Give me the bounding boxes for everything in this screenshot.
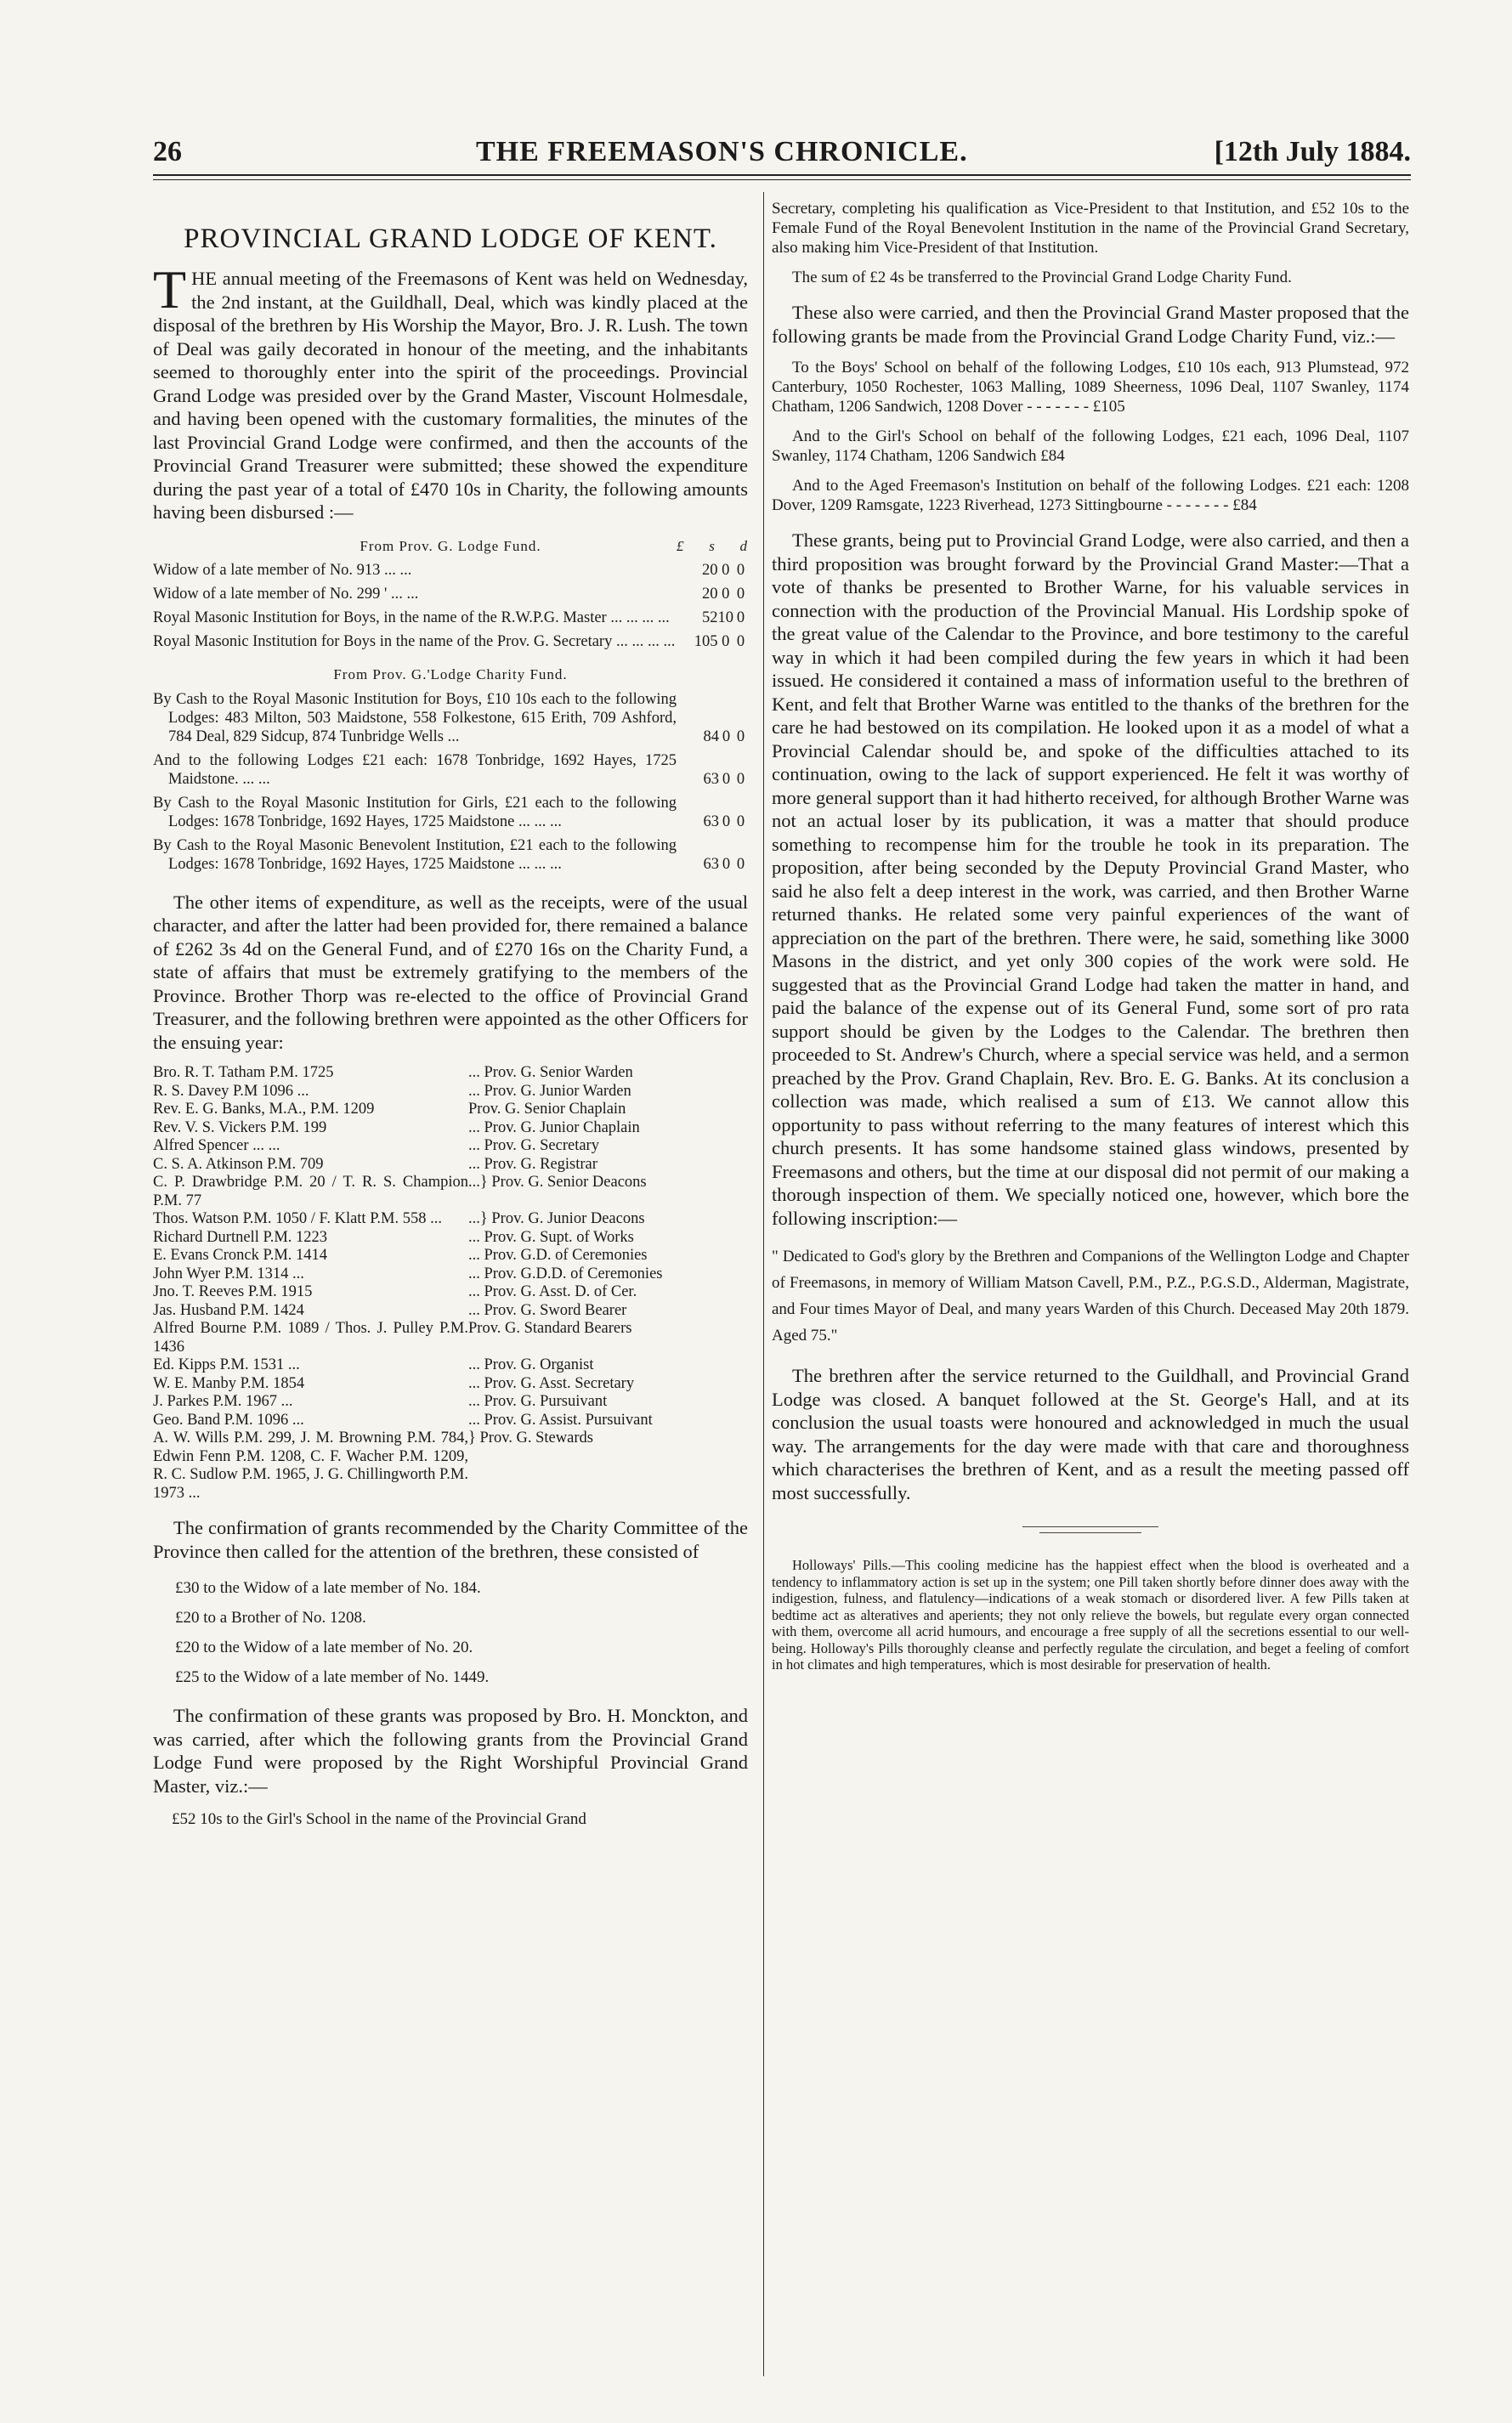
paragraph: The brethren after the service returned to the Guildhall, and Provincial Grand Lodge was closed. A banquet followed at the St. George's Hall, and at its conclusion the usual toasts were honoured and acknowledged in much the usual way. The arrangements for the day were made with that care and thoroughness which characterises the brethren of Kent, and as a result the meeting passed off most successfully. <box>772 1365 1409 1503</box>
ledger-entry: Royal Masonic Institution for Boys in the name of the Prov. G. Secretary ... ... ... ... <box>153 633 676 650</box>
officer-office: ... Prov. G. Supt. of Works <box>468 1228 634 1246</box>
officer-name: Jno. T. Reeves P.M. 1915 <box>153 1283 313 1300</box>
amount-pence: 0 <box>736 855 745 873</box>
amount-shillings: 0 <box>722 770 731 788</box>
amount-pence: 0 <box>736 770 745 788</box>
officer-row <box>153 1210 748 1229</box>
officer-row <box>153 1156 748 1175</box>
amount-shillings: 0 <box>722 727 731 745</box>
fund-heading: From Prov. G.'Lodge Charity Fund. <box>333 666 568 682</box>
officer-row <box>153 1412 748 1430</box>
amount-shillings: 0 <box>722 562 730 579</box>
ledger-row <box>153 836 748 879</box>
officer-name: Jas. Husband P.M. 1424 <box>153 1301 304 1319</box>
paragraph: Secretary, completing his qualification as Vice-President to that Institution, and £52 10s to the Female Fund of the Royal Benevolent Institution in the name of the Provincial Grand Secretary, also making him Vice-President of that Institution. <box>772 200 1409 257</box>
amount-pounds: 63 <box>703 770 719 788</box>
divider <box>1022 1526 1158 1527</box>
ledger-row <box>153 585 748 609</box>
amount-pence: 0 <box>736 562 745 579</box>
officer-office: ... Prov. G. Sword Bearer <box>468 1301 627 1319</box>
paragraph: These grants, being put to Provincial Grand Lodge, were also carried, and then a third proposition was brought forward by the Provincial Grand Master:—That a vote of thanks be presented to Brother Warne, for his valuable services in connection with the production of the Provincial Manual. His Lordship spoke of the great value of the Calendar to the Province, and bore testimony to the careful way in which it had been compiled during the few years in which it had been issued. He considered it contained a mass of information useful to the brethren of Kent, and felt that Brother Warne was entitled to the thanks of the brethren for the care he had bestowed on its compilation. He looked upon it as a model of what a Provincial Calendar should be, and spoke of the difficulties attached to its continuation, owing to the lack of support experienced. He felt it was worthy of more general support than it had hitherto received, for although Brother Warne was not an actual loser by its publication, it was a matter that should produce something to recompense him for the trouble he took in its preparation. The proposition, after being seconded by the Deputy Provincial Grand Master, who said he also felt a deep interest in the work, was carried, and then Brother Warne returned thanks. He related some very painful experiences of the want of appreciation on the part of the brethren. There were, he said, something like 3000 Masons in the district, and yet only 300 copies of the work were sold. He suggested that as the Provincial Grand Lodge had taken the matter in hand, and paid the balance of the expense out of its General Fund, some sort of pro rata support should be given by the Lodges to the Calendar. The brethren then proceeded to St. Andrew's Church, where a special service was held, and a sermon preached by the Prov. Grand Chaplain, Rev. Bro. E. G. Banks. At its conclusion a collection was made, which realised a sum of £13. We cannot allow this opportunity to pass without referring to the many features of interest which this church presents. It has some handsome stained glass windows, presented by Freemasons and others, but the time at our disposal did not permit of our making a thorough inspection of them. We specially noticed one, however, which bore the following inscription:— <box>772 529 1409 1229</box>
officer-name: Rev. E. G. Banks, M.A., P.M. 1209 <box>153 1101 375 1118</box>
officer-office: ... Prov. G.D.D. of Ceremonies <box>468 1265 663 1282</box>
paragraph: The sum of £2 4s be transferred to the Provincial Grand Lodge Charity Fund. <box>792 269 1292 286</box>
ledger-entry: Widow of a late member of No. 299 ' ... ... <box>153 586 419 603</box>
grant-item: £20 to a Brother of No. 1208. <box>175 1609 366 1627</box>
officer-row <box>153 1229 748 1248</box>
officer-row <box>153 1137 748 1156</box>
amount-pence: 0 <box>736 609 745 626</box>
officers-list <box>153 1064 748 1503</box>
officer-office: } Prov. G. Stewards <box>468 1429 593 1446</box>
officer-row <box>153 1375 748 1394</box>
officer-row <box>153 1320 748 1356</box>
ledger-entry: By Cash to the Royal Masonic Institution for Girls, £21 each to the following Lodges: 1678 Tonbridge, 1692 Hayes, 1725 Maidstone ... ... ... <box>153 794 677 830</box>
officer-name: A. W. Wills P.M. 299, J. M. Browning P.M. 784, Edwin Fenn P.M. 1208, C. F. Wacher P.M. 1209, R. C. Sudlow P.M. 1965, J. G. Chillingworth P.M. 1973 ... <box>153 1429 468 1502</box>
officer-office: ... Prov. G. Secretary <box>468 1137 599 1154</box>
officer-row <box>153 1265 748 1284</box>
officer-row <box>153 1083 748 1101</box>
officer-name: W. E. Manby P.M. 1854 <box>153 1374 305 1392</box>
drop-cap: T <box>153 259 187 320</box>
officer-name: E. Evans Cronck P.M. 1414 <box>153 1247 328 1264</box>
ledger-row <box>153 690 748 751</box>
amount-pounds: 20 <box>702 586 718 603</box>
fund-heading: From Prov. G. Lodge Fund. £ s d <box>153 535 748 558</box>
amount-pence: 0 <box>736 812 745 830</box>
paragraph: To the Boys' School on behalf of the following Lodges, £10 10s each, 913 Plumstead, 972 Canterbury, 1050 Rochester, 1063 Malling, 1089 Sheerness, 1096 Deal, 1107 Swanley, 1174 Chatham, 1206 Sandwich, 1208 Dover - - - - - - - £105 <box>772 359 1409 416</box>
ledger-entry: Royal Masonic Institution for Boys, in the name of the R.W.P.G. Master ... ... ... ... <box>153 609 670 626</box>
amount-pounds: 84 <box>703 727 719 745</box>
amount-pounds: 63 <box>703 812 719 830</box>
officer-office: ... Prov. G. Registrar <box>468 1155 597 1173</box>
ledger-row <box>153 609 748 632</box>
officer-office: ... Prov. G. Organist <box>468 1356 594 1373</box>
officer-office: ... Prov. G. Asst. Secretary <box>468 1374 635 1392</box>
officer-row <box>153 1356 748 1375</box>
officer-name: Alfred Spencer ... ... <box>153 1137 280 1154</box>
amount-pence: 0 <box>736 633 745 650</box>
officer-row <box>153 1101 748 1119</box>
officer-name: Bro. R. T. Tatham P.M. 1725 <box>153 1064 334 1081</box>
officer-office: ... Prov. G. Senior Warden <box>468 1064 633 1081</box>
charity-fund-table <box>153 690 748 879</box>
article-title: PROVINCIAL GRAND LODGE OF KENT. <box>184 224 717 254</box>
ledger-row <box>153 751 748 794</box>
amount-shillings: 0 <box>722 633 730 650</box>
officer-office: ... Prov. G. Assist. Pursuivant <box>468 1411 653 1429</box>
publication-title: THE FREEMASON'S CHRONICLE. <box>476 136 968 167</box>
officer-office: ... Prov. G. Junior Chaplain <box>468 1118 640 1136</box>
page-number: 26 <box>153 136 182 167</box>
ledger-entry: Widow of a late member of No. 913 ... ... <box>153 562 412 579</box>
officer-row <box>153 1064 748 1083</box>
officer-name: J. Parkes P.M. 1967 ... <box>153 1393 293 1410</box>
grant-item: £30 to the Widow of a late member of No. 184. <box>175 1579 481 1597</box>
officer-name: R. S. Davey P.M 1096 ... <box>153 1082 309 1100</box>
amount-shillings: 0 <box>722 586 730 603</box>
officer-row <box>153 1302 748 1321</box>
officer-name: Thos. Watson P.M. 1050 / F. Klatt P.M. 558 ... <box>153 1210 443 1227</box>
ledger-row <box>153 632 748 656</box>
intro-paragraph: THE annual meeting of the Freemasons of Kent was held on Wednesday, the 2nd instant, at the Guildhall, Deal, which was kindly placed at the disposal of the brethren by His Worship the Mayor, Bro. J. R. Lush. The town of Deal was gaily decorated in honour of the meeting, and the inhabitants seemed to thoroughly enter into the spirit of the proceedings. Provincial Grand Lodge was presided over by the Grand Master, Viscount Holmesdale, and having been opened with the customary formalities, the minutes of the last Provincial Grand Lodge were confirmed, and then the accounts of the Provincial Grand Treasurer were submitted; these showed the expenditure during the past year of a total of £470 10s in Charity, the following amounts having been disbursed :— <box>153 259 748 523</box>
officer-name: Ed. Kipps P.M. 1531 ... <box>153 1356 300 1373</box>
officer-row <box>153 1247 748 1265</box>
advertisement: Holloways' Pills.—This cooling medicine has the happiest effect when the blood is overheated and a tendency to inflammatory action is set up in the system; one Pill taken shortly before dinner does away with the indigestion, fulness, and flatulency—indications of a weak stomach or disordered liver. A few Pills taken at bedtime act as alteratives and aperients; they not only relieve the bowels, but regulate every organ connected with them, overcome all acrid humours, and encourage a free supply of all the secretions essential to our well-being. Holloway's Pills thoroughly cleanse and perfectly regulate the circulation, and beget a feeling of comfort in hot climates and high temperatures, which is most desirable for preservation of health. <box>772 1557 1409 1673</box>
amount-pounds: 20 <box>702 562 718 579</box>
amount-shillings: 0 <box>722 855 731 873</box>
officer-office: ... Prov. G. Asst. D. of Cer. <box>468 1283 637 1300</box>
grant-item: £20 to the Widow of a late member of No. 20. <box>175 1639 473 1656</box>
divider <box>1039 1532 1141 1533</box>
officer-office: Prov. G. Senior Chaplain <box>468 1101 626 1118</box>
officer-office: ...} Prov. G. Senior Deacons <box>468 1174 647 1191</box>
inscription: " Dedicated to God's glory by the Brethren and Companions of the Wellington Lodge and Chapter of Freemasons, in memory of William Matson Cavell, P.M., P.Z., P.G.S.D., Alderman, Magistrate, and Four times Mayor of Deal, and many years Warden of this Church. Deceased May 20th 1879. Aged 75." <box>772 1248 1409 1345</box>
officer-office: Prov. G. Standard Bearers <box>468 1320 632 1337</box>
lodge-fund-table <box>153 561 748 656</box>
officer-office: ... Prov. G. Pursuivant <box>468 1393 608 1410</box>
paragraph: And to the Girl's School on behalf of the following Lodges, £21 each, 1096 Deal, 1107 Swanley, 1174 Chatham, 1206 Sandwich £84 <box>772 427 1409 465</box>
header-rule <box>153 174 1411 176</box>
paragraph: The confirmation of these grants was proposed by Bro. H. Monckton, and was carried, after which the following grants from the Provincial Grand Lodge Fund were proposed by the Right Worshipful Provincial Grand Master, viz.:— <box>153 1705 748 1797</box>
left-column <box>153 192 748 1839</box>
amount-pence: 0 <box>736 586 745 603</box>
officer-name: C. S. A. Atkinson P.M. 709 <box>153 1155 324 1173</box>
ledger-row <box>153 794 748 836</box>
paragraph: The other items of expenditure, as well as the receipts, were of the usual character, and after the latter had been provided for, there remained a balance of £262 3s 4d on the General Fund, and of £270 16s on the Charity Fund, a state of affairs that must be extremely gratifying to the members of the Province. Brother Thorp was re-elected to the office of Provincial Grand Treasurer, and the following brethren were appointed as the other Officers for the ensuing year: <box>153 891 748 1053</box>
ledger-entry: By Cash to the Royal Masonic Institution for Boys, £10 10s each to the following Lodges: 483 Milton, 503 Maidstone, 558 Folkestone, 615 Erith, 709 Ashford, 784 Deal, 829 Sidcup, 874 Tunbridge Wells ... <box>153 690 677 745</box>
officer-name: Richard Durtnell P.M. 1223 <box>153 1228 328 1246</box>
officer-name: Geo. Band P.M. 1096 ... <box>153 1411 304 1429</box>
officer-row <box>153 1393 748 1412</box>
grant-list <box>175 1573 748 1692</box>
amount-shillings: 10 <box>717 609 733 626</box>
officer-name: C. P. Drawbridge P.M. 20 / T. R. S. Champion P.M. 77 <box>153 1174 468 1209</box>
officer-row <box>153 1174 748 1210</box>
amount-pounds: 105 <box>694 633 718 650</box>
officer-office: ... Prov. G.D. of Ceremonies <box>468 1247 648 1264</box>
ledger-row <box>153 561 748 585</box>
column-divider <box>763 192 764 2376</box>
officer-row <box>153 1283 748 1302</box>
amount-pounds: 63 <box>703 855 719 873</box>
paragraph: And to the Aged Freemason's Institution on behalf of the following Lodges. £21 each: 1208 Dover, 1209 Ramsgate, 1223 Riverhead, 1273 Sittingbourne - - - - - - - £84 <box>772 477 1409 514</box>
right-column <box>772 192 1409 1684</box>
officer-name: Rev. V. S. Vickers P.M. 199 <box>153 1118 327 1136</box>
issue-date: [12th July 1884. <box>1214 136 1411 167</box>
officer-name: John Wyer P.M. 1314 ... <box>153 1265 304 1282</box>
amount-pence: 0 <box>736 727 745 745</box>
paragraph: These also were carried, and then the Provincial Grand Master proposed that the following grants be made from the Provincial Grand Lodge Charity Fund, viz.:— <box>772 302 1409 347</box>
amount-pounds: 52 <box>702 609 718 626</box>
officer-row <box>153 1119 748 1138</box>
paragraph: £52 10s to the Girl's School in the name of the Provincial Grand <box>172 1810 586 1828</box>
grant-item: £25 to the Widow of a late member of No. 1449. <box>175 1668 490 1686</box>
header-rule-thin <box>153 179 1411 180</box>
paragraph: The confirmation of grants recommended by the Charity Committee of the Province then called for the attention of the brethren, these consisted of <box>153 1517 748 1562</box>
officer-office: ...} Prov. G. Junior Deacons <box>468 1210 645 1227</box>
currency-columns: £ s d <box>677 537 748 554</box>
ledger-entry: And to the following Lodges £21 each: 1678 Tonbridge, 1692 Hayes, 1725 Maidstone. ... ... <box>153 751 677 788</box>
amount-shillings: 0 <box>722 812 731 830</box>
ledger-entry: By Cash to the Royal Masonic Benevolent Institution, £21 each to the following Lodges: 1678 Tonbridge, 1692 Hayes, 1725 Maidstone ... ... ... <box>153 836 677 873</box>
officer-name: Alfred Bourne P.M. 1089 / Thos. J. Pulley P.M. 1436 <box>153 1320 468 1356</box>
officer-office: ... Prov. G. Junior Warden <box>468 1082 631 1100</box>
officer-row <box>153 1429 748 1503</box>
